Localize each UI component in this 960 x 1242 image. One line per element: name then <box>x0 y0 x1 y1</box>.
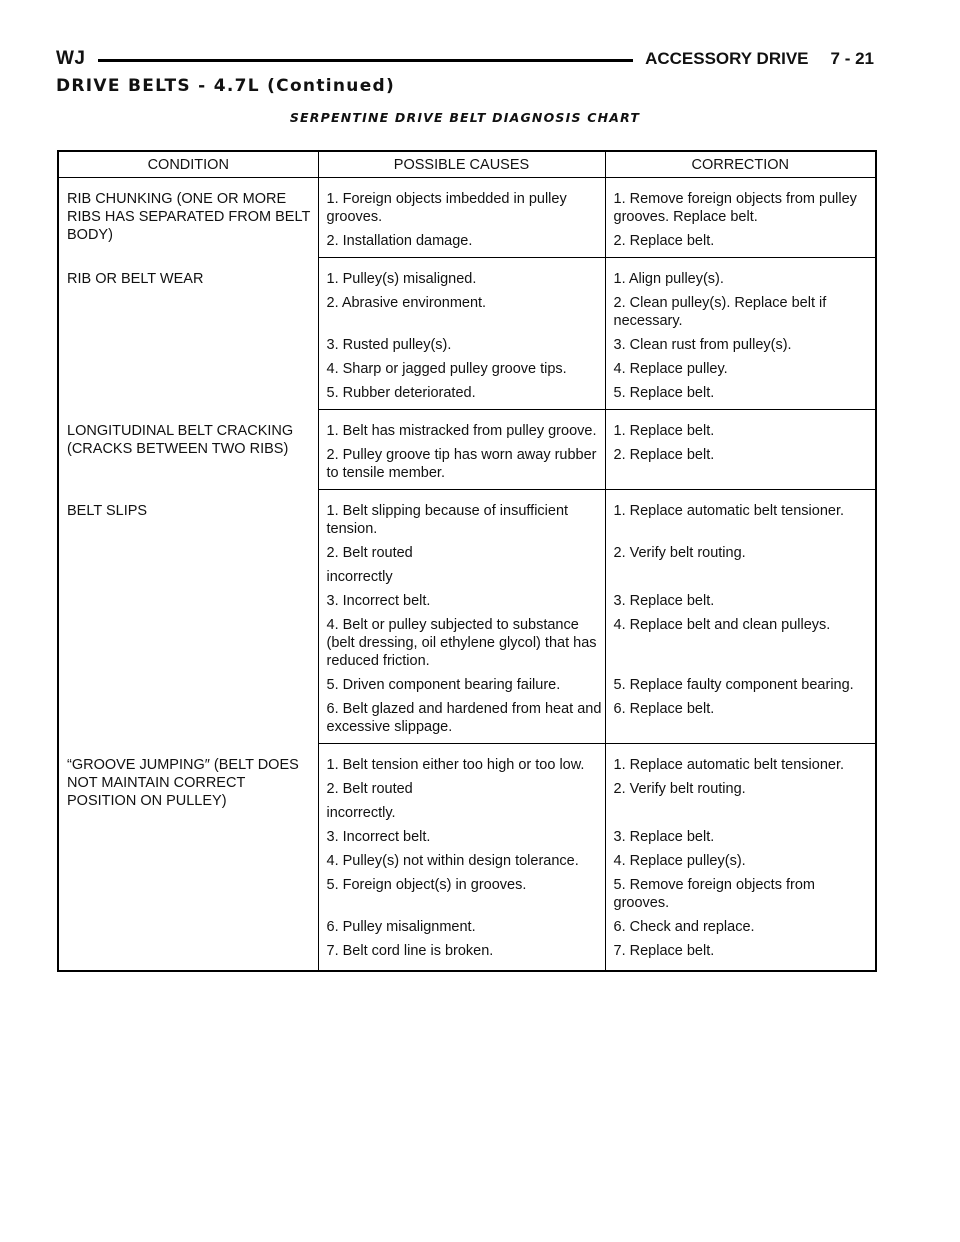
cause-cell: 2. Installation damage. <box>318 226 605 258</box>
correction-cell: 6. Check and replace. <box>605 912 876 936</box>
cause-cell: 1. Foreign objects imbedded in pulley grooves. <box>318 178 605 227</box>
cause-cell: 4. Pulley(s) not within design tolerance. <box>318 846 605 870</box>
table-row <box>58 258 876 289</box>
cause-cell: incorrectly <box>318 562 605 586</box>
table-row <box>58 410 876 441</box>
correction-cell <box>605 798 876 822</box>
column-header-correction: CORRECTION <box>605 151 876 178</box>
correction-cell: 2. Replace belt. <box>605 226 876 258</box>
header-rule <box>98 59 634 62</box>
correction-cell: 1. Replace belt. <box>605 410 876 441</box>
correction-cell: 1. Replace automatic belt tensioner. <box>605 490 876 539</box>
chart-title: SERPENTINE DRIVE BELT DIAGNOSIS CHART <box>289 110 641 125</box>
cause-cell: 1. Belt has mistracked from pulley groove. <box>318 410 605 441</box>
correction-cell: 4. Replace pulley(s). <box>605 846 876 870</box>
cause-cell: 2. Belt routed <box>318 774 605 798</box>
page-header <box>56 44 874 74</box>
correction-cell <box>605 562 876 586</box>
cause-cell: 3. Incorrect belt. <box>318 822 605 846</box>
cause-cell: 6. Belt glazed and hardened from heat and excessive slippage. <box>318 694 605 744</box>
correction-cell: 3. Replace belt. <box>605 822 876 846</box>
correction-cell: 5. Remove foreign objects from grooves. <box>605 870 876 912</box>
condition-cell: BELT SLIPS <box>67 502 148 519</box>
table-body <box>58 178 876 972</box>
column-header-causes: POSSIBLE CAUSES <box>318 151 605 178</box>
correction-cell: 6. Replace belt. <box>605 694 876 744</box>
cause-cell: 2. Abrasive environment. <box>318 288 605 330</box>
condition-cell: RIB CHUNKING (ONE OR MORE RIBS HAS SEPARATED FROM BELT BODY) <box>67 191 311 243</box>
correction-cell: 2. Replace belt. <box>605 440 876 490</box>
cause-cell: 1. Pulley(s) misaligned. <box>318 258 605 289</box>
cause-cell: 7. Belt cord line is broken. <box>318 936 605 971</box>
table-header-row <box>58 151 876 178</box>
correction-cell: 1. Remove foreign objects from pulley grooves. Replace belt. <box>605 178 876 227</box>
cause-cell: 5. Foreign object(s) in grooves. <box>318 870 605 912</box>
cause-cell: 4. Belt or pulley subjected to substance (belt dressing, oil ethylene glycol) that has reduced friction. <box>318 610 605 670</box>
correction-cell: 3. Replace belt. <box>605 586 876 610</box>
correction-cell: 2. Verify belt routing. <box>605 538 876 562</box>
cause-cell: 2. Belt routed <box>318 538 605 562</box>
correction-cell: 4. Replace belt and clean pulleys. <box>605 610 876 670</box>
correction-cell: 3. Clean rust from pulley(s). <box>605 330 876 354</box>
cause-cell: 2. Pulley groove tip has worn away rubber to tensile member. <box>318 440 605 490</box>
correction-cell: 5. Replace belt. <box>605 378 876 410</box>
diagnosis-table <box>57 150 877 972</box>
cause-cell: 6. Pulley misalignment. <box>318 912 605 936</box>
condition-cell: RIB OR BELT WEAR <box>67 270 204 287</box>
correction-cell: 1. Replace automatic belt tensioner. <box>605 744 876 775</box>
correction-cell: 2. Clean pulley(s). Replace belt if necessary. <box>605 288 876 330</box>
section-name: ACCESSORY DRIVE <box>645 49 809 68</box>
correction-cell: 4. Replace pulley. <box>605 354 876 378</box>
header-right <box>645 49 874 69</box>
condition-cell: “GROOVE JUMPING″ (BELT DOES NOT MAINTAIN CORRECT POSITION ON PULLEY) <box>67 756 299 809</box>
cause-cell: 1. Belt tension either too high or too low. <box>318 744 605 775</box>
column-header-condition: CONDITION <box>58 151 318 178</box>
condition-cell: LONGITUDINAL BELT CRACKING (CRACKS BETWEEN TWO RIBS) <box>67 422 294 457</box>
cause-cell: 1. Belt slipping because of insufficient tension. <box>318 490 605 539</box>
cause-cell: 4. Sharp or jagged pulley groove tips. <box>318 354 605 378</box>
table-row <box>58 490 876 539</box>
table-row <box>58 178 876 227</box>
correction-cell: 5. Replace faulty component bearing. <box>605 670 876 694</box>
page-number: 7 - 21 <box>830 49 874 68</box>
cause-cell: 3. Incorrect belt. <box>318 586 605 610</box>
correction-cell: 1. Align pulley(s). <box>605 258 876 289</box>
table-row <box>58 744 876 775</box>
cause-cell: 5. Rubber deteriorated. <box>318 378 605 410</box>
cause-cell: 3. Rusted pulley(s). <box>318 330 605 354</box>
section-title: DRIVE BELTS - 4.7L (Continued) <box>56 76 396 96</box>
cause-cell: incorrectly. <box>318 798 605 822</box>
correction-cell: 7. Replace belt. <box>605 936 876 971</box>
cause-cell: 5. Driven component bearing failure. <box>318 670 605 694</box>
correction-cell: 2. Verify belt routing. <box>605 774 876 798</box>
model-code: WJ <box>56 48 86 69</box>
